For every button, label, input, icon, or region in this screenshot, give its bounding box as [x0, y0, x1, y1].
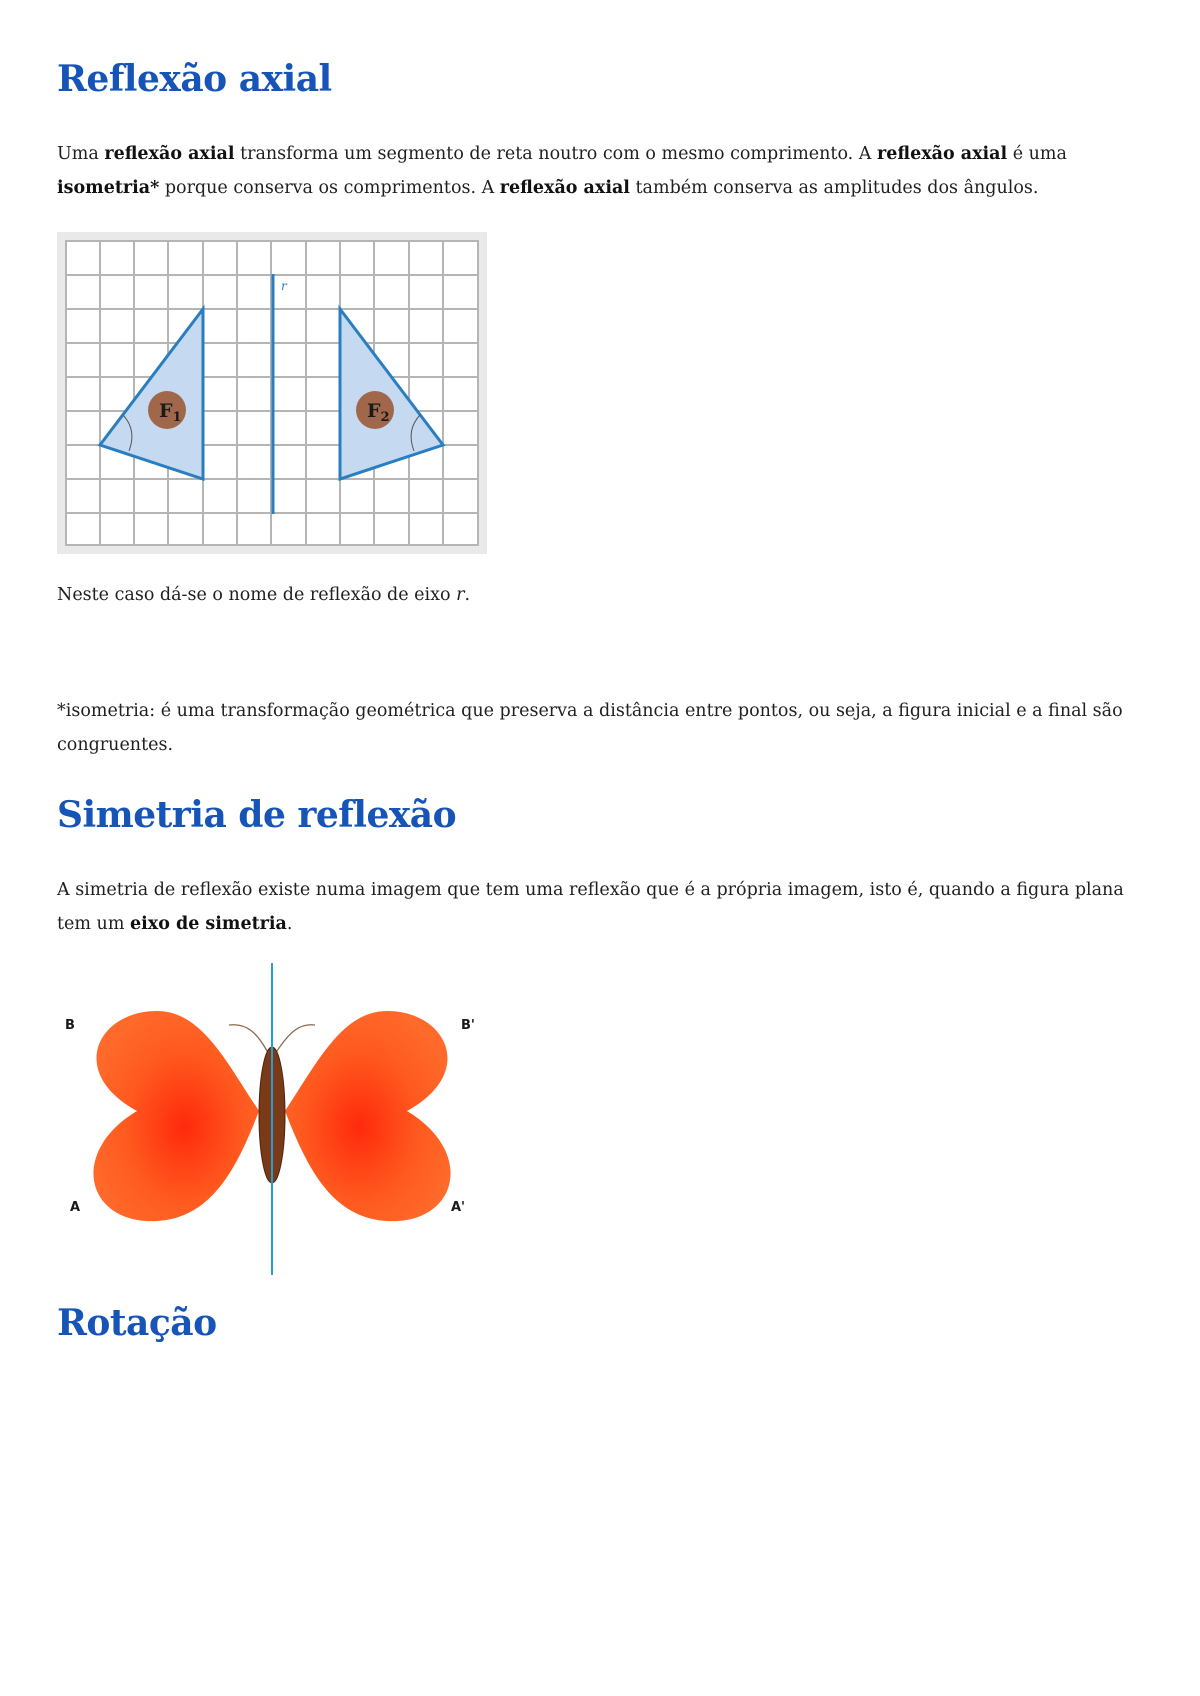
- left-wing: [93, 1011, 259, 1221]
- heading-rotacao: Rotação: [57, 1302, 217, 1344]
- left-antenna: [229, 1025, 267, 1051]
- bold-term: isometria*: [57, 178, 160, 198]
- text: A simetria de reflexão existe numa imagem que tem uma reflexão que é a própria imagem, isto é, quando a figura plana tem um: [57, 880, 1124, 934]
- italic-axis: r: [456, 585, 465, 605]
- bold-term: reflexão axial: [104, 144, 235, 164]
- point-label-a-prime: A': [451, 1200, 466, 1215]
- paragraph-reflexao-axial: [57, 137, 1147, 205]
- text: .: [286, 914, 293, 934]
- text: transforma um segmento de reta noutro com o mesmo comprimento. A: [234, 144, 878, 164]
- heading-reflexao-axial: Reflexão axial: [57, 58, 332, 100]
- triangle-label-f2: $F_2$: [367, 400, 390, 425]
- butterfly-figure: [57, 963, 487, 1275]
- right-antenna: [277, 1025, 315, 1051]
- paragraph-simetria-reflexao: [57, 873, 1147, 941]
- heading-simetria-reflexao: Simetria de reflexão: [57, 794, 457, 836]
- text: Uma: [57, 144, 105, 164]
- text: porque conserva os comprimentos. A: [159, 178, 500, 198]
- axis-label: r: [281, 279, 287, 293]
- triangle-label-f1: $F_1$: [159, 400, 182, 425]
- text: é uma: [1007, 144, 1067, 164]
- bold-term: reflexão axial: [499, 178, 630, 198]
- bold-term: eixo de simetria: [129, 914, 287, 934]
- text: também conserva as amplitudes dos ângulos.: [629, 178, 1039, 198]
- right-wing: [285, 1011, 451, 1221]
- point-label-a: A: [70, 1200, 81, 1215]
- footnote-isometria: *isometria: é uma transformação geométrica que preserva a distância entre pontos, ou seja, a figura inicial e a final são congruentes.: [57, 701, 1123, 755]
- bold-term: reflexão axial: [877, 144, 1008, 164]
- point-label-b-prime: B': [461, 1018, 475, 1033]
- reflection-grid-figure: [57, 232, 487, 554]
- caption-reflexao-eixo: [57, 578, 1147, 612]
- text: Neste caso dá-se o nome de reflexão de eixo: [57, 585, 457, 605]
- text: .: [464, 585, 471, 605]
- point-label-b: B: [65, 1018, 75, 1033]
